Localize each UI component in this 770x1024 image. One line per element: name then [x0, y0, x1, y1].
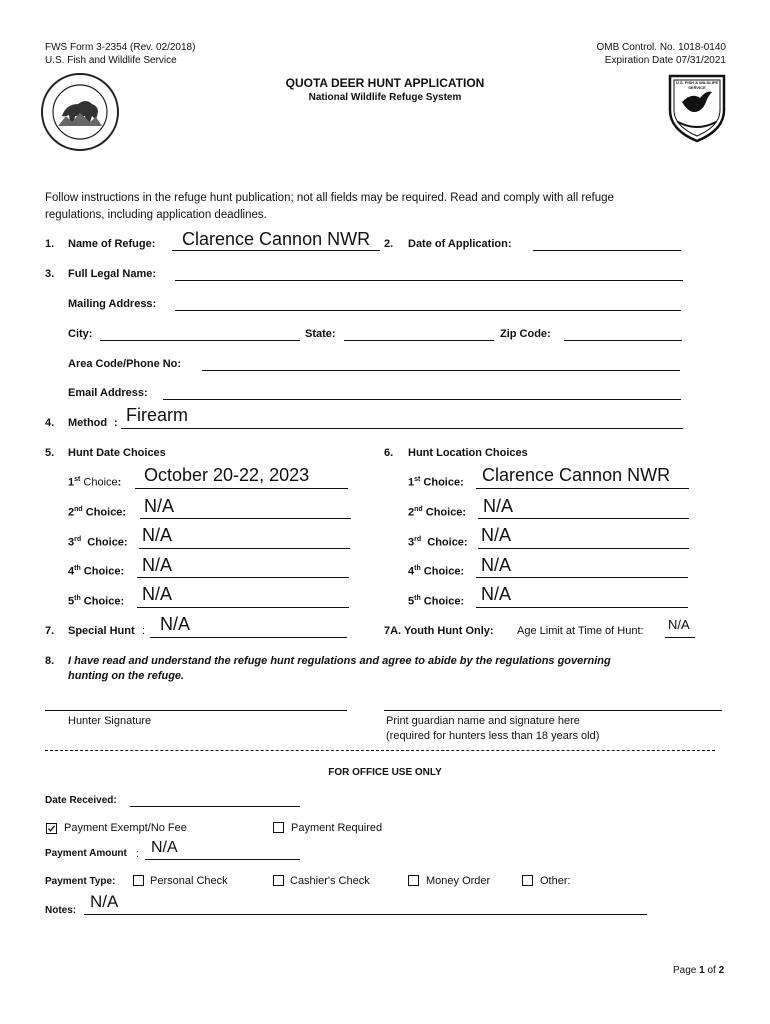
- q3-number: 3.: [45, 268, 55, 280]
- phone-label: Area Code/Phone No:: [68, 358, 182, 370]
- payment-required-checkbox[interactable]: [273, 822, 284, 833]
- hunt-location-heading: Hunt Location Choices: [408, 447, 528, 459]
- other-label: Other:: [540, 875, 571, 887]
- state-label: State:: [305, 328, 336, 340]
- date-choice-4-field[interactable]: N/A: [142, 555, 173, 575]
- hunt-date-heading: Hunt Date Choices: [68, 447, 166, 459]
- instructions-line1: Follow instructions in the refuge hunt publication; not all fields may be required. Read and comply with all refuge: [45, 192, 614, 204]
- office-heading: FOR OFFICE USE ONLY: [328, 767, 442, 778]
- email-field[interactable]: [163, 399, 681, 400]
- loc-choice-4-field[interactable]: N/A: [481, 555, 512, 575]
- loc-choice-5-label: 5th Choice:: [408, 595, 465, 608]
- form-id: FWS Form 3-2354 (Rev. 02/2018): [45, 42, 196, 53]
- method-field[interactable]: Firearm: [126, 405, 188, 425]
- legal-name-field[interactable]: [175, 280, 683, 281]
- q8-number: 8.: [45, 655, 55, 667]
- date-choice-2-field[interactable]: N/A: [144, 496, 175, 516]
- date-application-field[interactable]: [533, 250, 681, 251]
- mailing-label: Mailing Address:: [68, 298, 157, 310]
- guardian-label-line1: Print guardian name and signature here: [386, 715, 580, 727]
- money-order-label: Money Order: [426, 875, 491, 887]
- form-subtitle: National Wildlife Refuge System: [308, 92, 462, 103]
- agency-name: U.S. Fish and Wildlife Service: [45, 55, 177, 66]
- method-label: Method: [68, 417, 108, 429]
- date-choice-3-field[interactable]: N/A: [142, 525, 173, 545]
- notes-field[interactable]: N/A: [90, 892, 119, 911]
- guardian-label-line2: (required for hunters less than 18 years old): [386, 730, 600, 742]
- hunter-signature-line[interactable]: [45, 710, 347, 711]
- special-hunt-label: Special Hunt: [68, 625, 135, 637]
- payment-exempt-checkbox[interactable]: [46, 823, 57, 834]
- city-label: City:: [68, 328, 93, 340]
- special-hunt-field[interactable]: N/A: [160, 614, 191, 634]
- hunter-signature-label: Hunter Signature: [68, 715, 152, 727]
- shield-text: U.S. FISH & WILDLIFE SERVICE: [676, 80, 718, 90]
- q5-number: 5.: [45, 447, 55, 459]
- zip-field[interactable]: [564, 340, 682, 341]
- guardian-signature-line[interactable]: [384, 710, 722, 711]
- zip-label: Zip Code:: [500, 328, 551, 340]
- cashiers-check-label: Cashier's Check: [290, 875, 370, 887]
- form-title: QUOTA DEER HUNT APPLICATION: [285, 76, 485, 90]
- cashiers-check-checkbox[interactable]: [273, 875, 284, 886]
- office-divider: [45, 750, 715, 751]
- loc-choice-4-label: 4th Choice:: [408, 565, 465, 578]
- omb-control: OMB Control. No. 1018-0140: [596, 42, 726, 53]
- payment-amount-field[interactable]: N/A: [151, 839, 178, 856]
- date-received-label: Date Received:: [45, 795, 117, 806]
- q4-number: 4.: [45, 417, 55, 429]
- notes-label: Notes:: [45, 905, 77, 916]
- personal-check-label: Personal Check: [150, 875, 228, 887]
- page-number: Page 1 of 2: [673, 965, 725, 976]
- loc-choice-2-field[interactable]: N/A: [483, 496, 514, 516]
- refuge-field[interactable]: Clarence Cannon NWR: [182, 229, 371, 249]
- legal-name-label: Full Legal Name:: [68, 268, 157, 280]
- payment-type-label: Payment Type:: [45, 876, 116, 887]
- q1-number: 1.: [45, 238, 55, 250]
- date-application-label: Date of Application:: [408, 238, 512, 250]
- payment-required-label: Payment Required: [291, 822, 383, 834]
- payment-amount-label: Payment Amount: [45, 848, 127, 859]
- city-field[interactable]: [100, 340, 300, 341]
- state-field[interactable]: [344, 340, 494, 341]
- email-label: Email Address:: [68, 387, 148, 399]
- date-choice-3-label: 3rd Choice:: [68, 536, 128, 549]
- loc-choice-1-label: 1st Choice:: [408, 476, 464, 489]
- date-received-field[interactable]: [130, 806, 300, 807]
- q7-number: 7.: [45, 625, 55, 637]
- date-choice-1-label: 1st Choice:: [68, 476, 122, 489]
- loc-choice-3-label: 3rd Choice:: [408, 536, 468, 549]
- date-choice-5-label: 5th Choice:: [68, 595, 125, 608]
- refuge-label: Name of Refuge:: [68, 238, 156, 250]
- instructions-line2: regulations, including application deadlines.: [45, 209, 267, 221]
- agreement-line1: I have read and understand the refuge hunt regulations and agree to abide by the regulations governing: [68, 655, 611, 667]
- loc-choice-5-field[interactable]: N/A: [481, 584, 512, 604]
- loc-choice-3-field[interactable]: N/A: [481, 525, 512, 545]
- payment-exempt-label: Payment Exempt/No Fee: [64, 822, 187, 834]
- youth-hunt-label: 7A. Youth Hunt Only:: [384, 625, 494, 637]
- agreement-line2: hunting on the refuge.: [68, 670, 185, 682]
- expiration-date: Expiration Date 07/31/2021: [604, 55, 726, 66]
- age-limit-label: Age Limit at Time of Hunt:: [517, 625, 644, 637]
- phone-field[interactable]: [202, 370, 680, 371]
- date-choice-1-field[interactable]: October 20-22, 2023: [144, 465, 310, 485]
- q6-number: 6.: [384, 447, 394, 459]
- personal-check-checkbox[interactable]: [133, 875, 144, 886]
- date-choice-2-label: 2nd Choice:: [68, 506, 127, 519]
- q2-number: 2.: [384, 238, 394, 250]
- date-choice-5-field[interactable]: N/A: [142, 584, 173, 604]
- date-choice-4-label: 4th Choice:: [68, 565, 125, 578]
- money-order-checkbox[interactable]: [408, 875, 419, 886]
- age-limit-field[interactable]: N/A: [668, 617, 690, 632]
- loc-choice-1-field[interactable]: Clarence Cannon NWR: [482, 465, 671, 485]
- checkmark-icon: [47, 824, 56, 833]
- other-checkbox[interactable]: [522, 875, 533, 886]
- mailing-field[interactable]: [175, 310, 681, 311]
- loc-choice-2-label: 2nd Choice:: [408, 506, 467, 519]
